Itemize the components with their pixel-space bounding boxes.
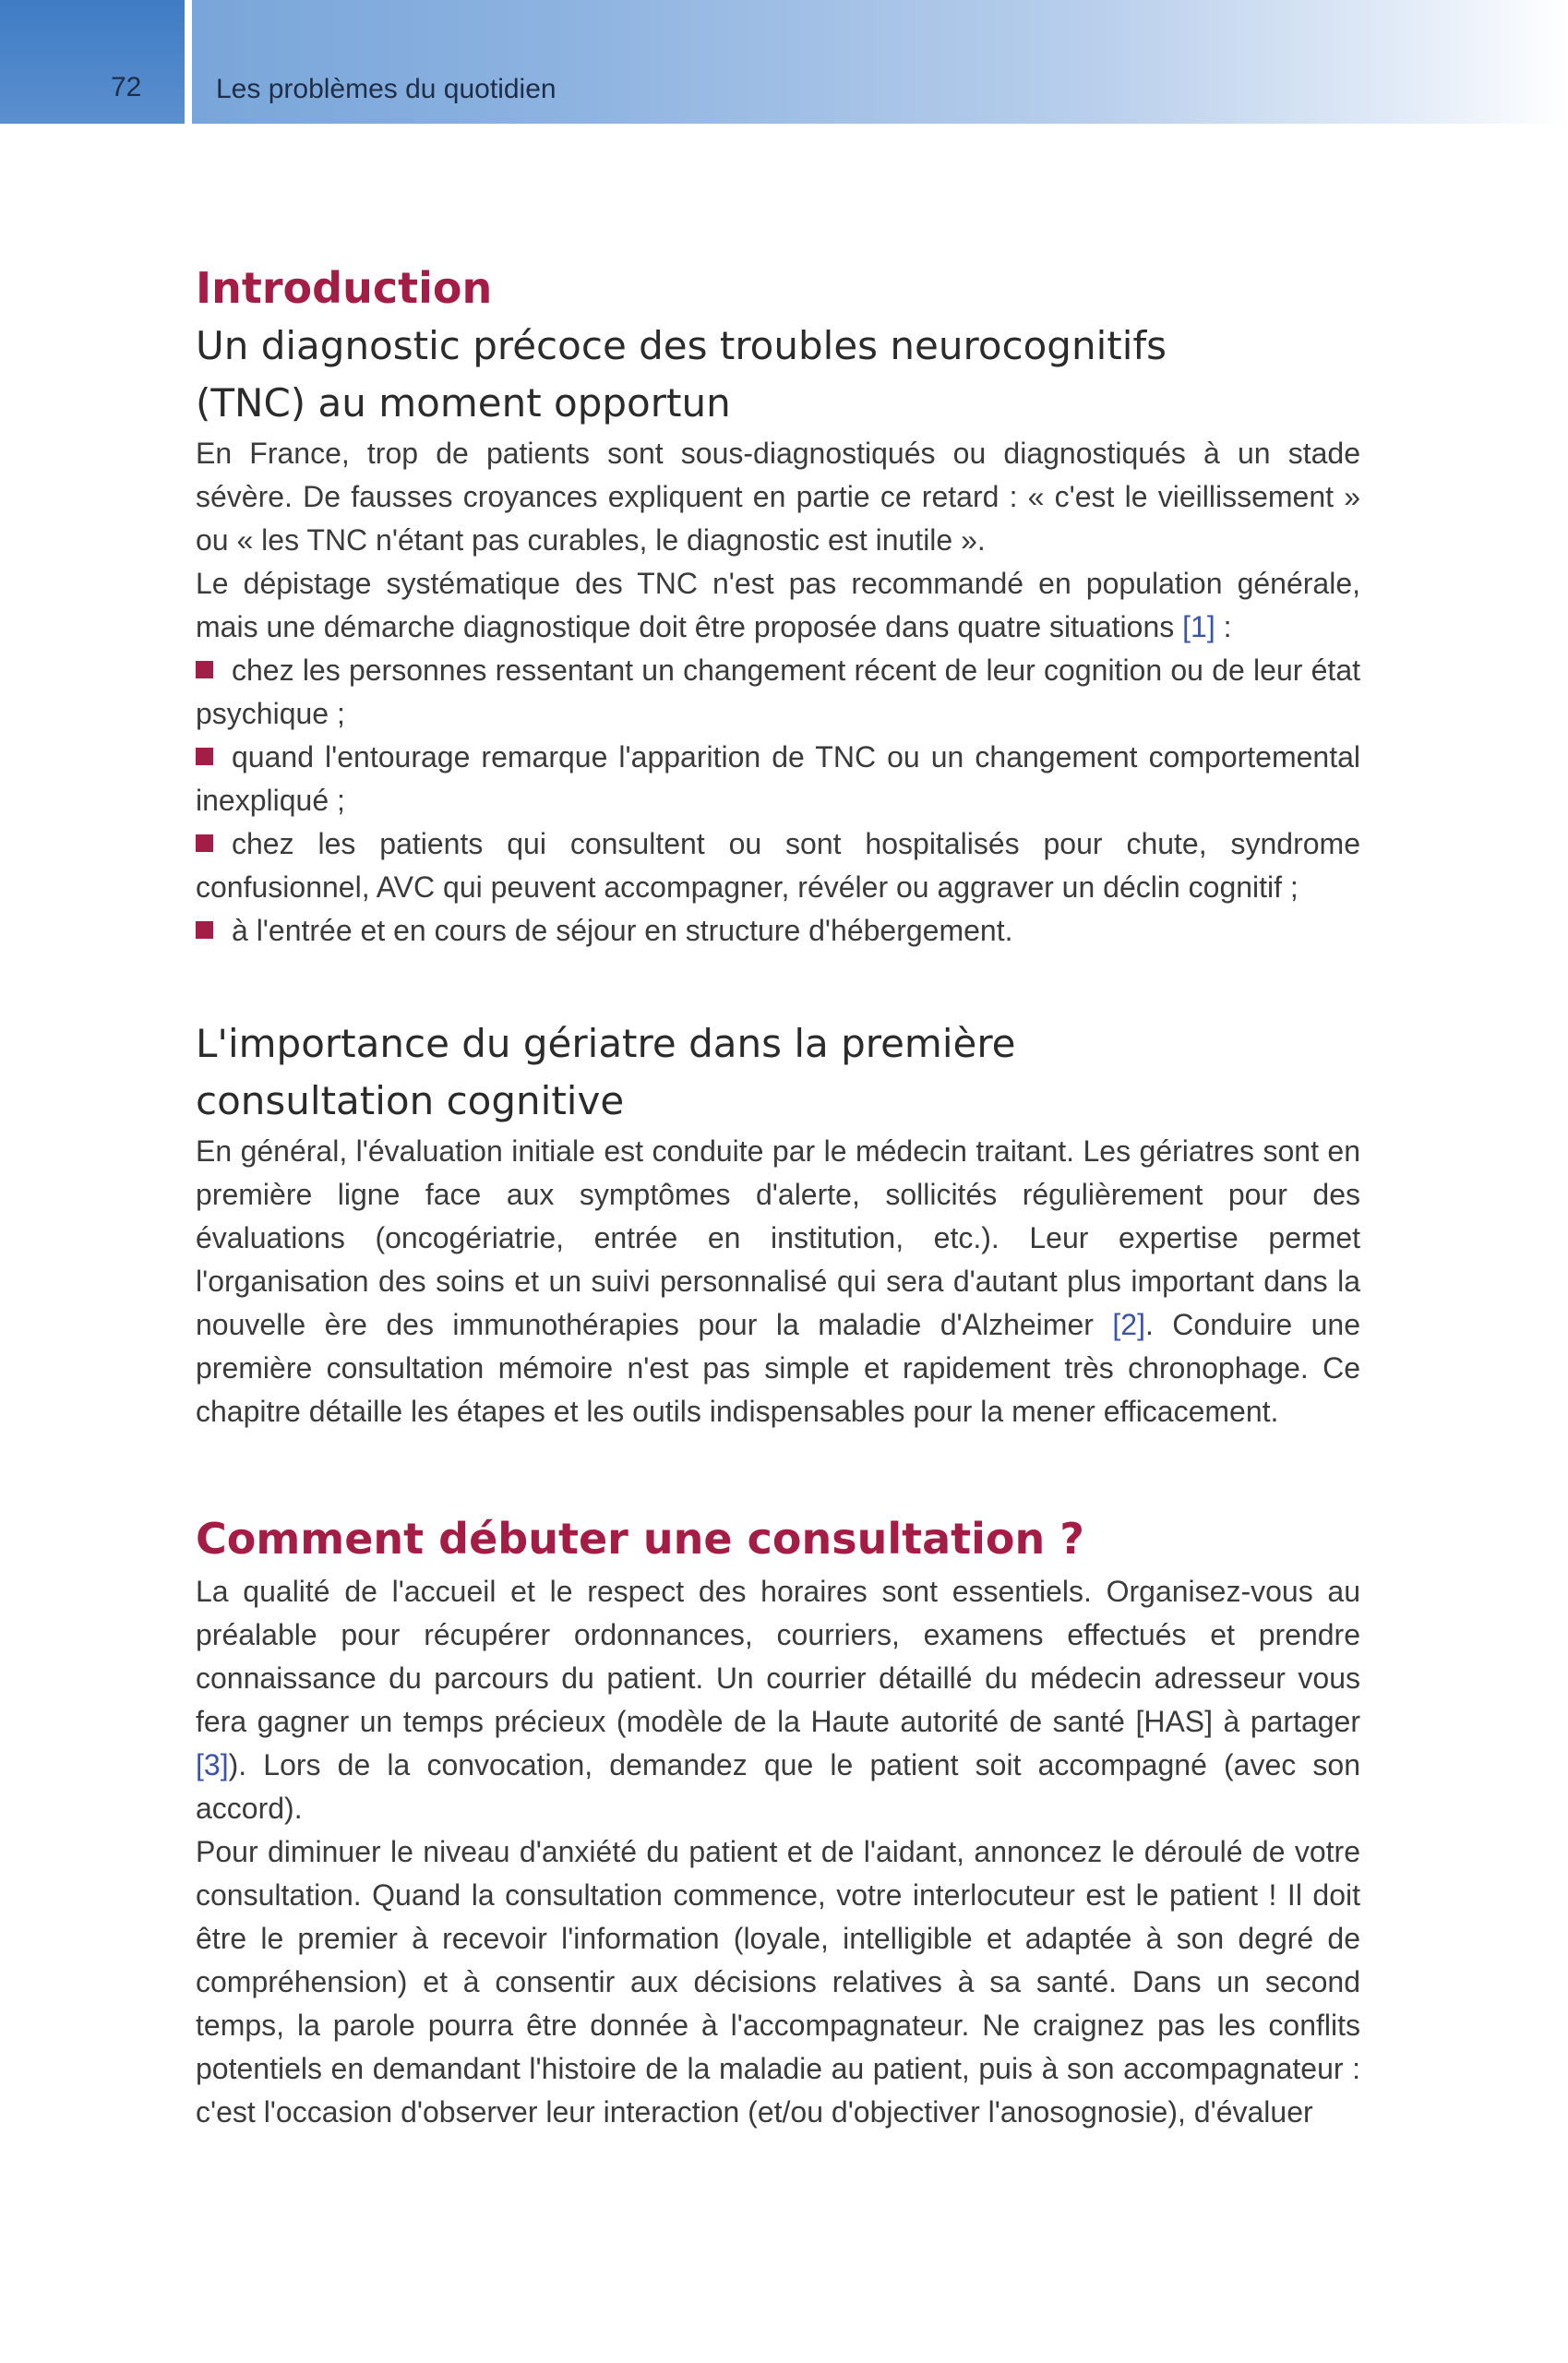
list-item-text: chez les patients qui consultent ou sont hospitalisés pour chute, syndrome confusionnel, AVC qui peuvent accompagner, révéler ou aggraver un déclin cognitif ; bbox=[196, 827, 1360, 904]
consultation-paragraph-1 bbox=[196, 1570, 1360, 1830]
square-bullet-icon bbox=[196, 834, 213, 852]
list-item bbox=[196, 909, 1360, 953]
intro-paragraph-2-text: Le dépistage systématique des TNC n'est pas recommandé en population générale, mais une démarche diagnostique doit être proposée dans quatre situations bbox=[196, 567, 1360, 643]
consultation-paragraph-1-text: La qualité de l'accueil et le respect des horaires sont essentiels. Organisez-vous au préalable pour récupérer ordonnances, courriers, examens effectués et prendre connaissance du parcours du patient. Un courrier détaillé du médecin adresseur vous fera gagner un temps précieux (modèle de la Haute autorité de santé [HAS] à partager bbox=[196, 1575, 1360, 1738]
running-title: Les problèmes du quotidien bbox=[216, 74, 557, 104]
square-bullet-icon bbox=[196, 661, 213, 678]
subheading-diagnostic: Un diagnostic précoce des troubles neurocognitifs (TNC) au moment opportun bbox=[196, 323, 1167, 426]
list-item bbox=[196, 736, 1360, 822]
page-header bbox=[0, 0, 1568, 124]
intro-paragraph-1: En France, trop de patients sont sous-diagnostiqués ou diagnostiqués à un stade sévère. De fausses croyances expliquent en partie ce retard : « c'est le vieillissement » ou « les TNC n'étant pas curables, le diagnostic est inutile ». bbox=[196, 437, 1360, 557]
geriatre-paragraph-end: . Conduire une première consultation mémoire n'est pas simple et rapidement très chronophage. Ce chapitre détaille les étapes et les outils indispensables pour la mener efficacement. bbox=[196, 1308, 1361, 1428]
square-bullet-icon bbox=[196, 921, 213, 939]
header-divider bbox=[185, 0, 192, 124]
page-body bbox=[196, 260, 1360, 2134]
list-item-text: chez les personnes ressentant un changement récent de leur cognition ou de leur état psychique ; bbox=[196, 654, 1360, 730]
consultation-paragraph-1-end: ). Lors de la convocation, demandez que le patient soit accompagné (avec son accord). bbox=[196, 1748, 1360, 1825]
reference-link-1[interactable]: [1] bbox=[1182, 610, 1215, 643]
reference-link-2[interactable]: [2] bbox=[1112, 1308, 1145, 1341]
geriatre-paragraph-text: En général, l'évaluation initiale est conduite par le médecin traitant. Les gériatres sont en première ligne face aux symptômes d'alerte, sollicités régulièrement pour des évaluations (oncogériatrie, entrée en institution, etc.). Leur expertise permet l'organisation des soins et un suivi personnalisé qui sera d'autant plus important dans la nouvelle ère des immunothérapies pour la maladie d'Alzheimer bbox=[196, 1134, 1360, 1341]
intro-paragraph-2-end: : bbox=[1215, 610, 1232, 643]
page-number-box bbox=[0, 0, 185, 124]
list-item-text: à l'entrée et en cours de séjour en structure d'hébergement. bbox=[232, 914, 1013, 947]
situations-list bbox=[196, 649, 1360, 953]
page-number: 72 bbox=[111, 72, 142, 102]
section-heading-consultation: Comment débuter une consultation ? bbox=[196, 1514, 1084, 1564]
geriatre-paragraph bbox=[196, 1130, 1360, 1433]
list-item bbox=[196, 649, 1360, 736]
consultation-paragraph-2: Pour diminuer le niveau d'anxiété du patient et de l'aidant, annoncez le déroulé de votre consultation. Quand la consultation commence, votre interlocuteur est le patient ! Il doit être le premier à recevoir l'information (loyale, intelligible et adaptée à son degré de compréhension) et à consentir aux décisions relatives à sa santé. Dans un second temps, la parole pourra être donnée à l'accompagnateur. Ne craignez pas les conflits potentiels en demandant l'histoire de la maladie au patient, puis à son accompagnateur : c'est l'occasion d'observer leur interaction (et/ou d'objectiver l'anosognosie), d'évaluer bbox=[196, 1835, 1360, 2129]
intro-paragraph-2 bbox=[196, 562, 1360, 649]
section-heading-introduction: Introduction bbox=[196, 263, 493, 313]
subheading-geriatre: L'importance du gériatre dans la première consultation cognitive bbox=[196, 1021, 1016, 1123]
list-item-text: quand l'entourage remarque l'apparition de TNC ou un changement comportemental inexpliqué ; bbox=[196, 740, 1360, 817]
square-bullet-icon bbox=[196, 748, 213, 765]
list-item bbox=[196, 822, 1360, 909]
reference-link-3[interactable]: [3] bbox=[196, 1748, 229, 1781]
